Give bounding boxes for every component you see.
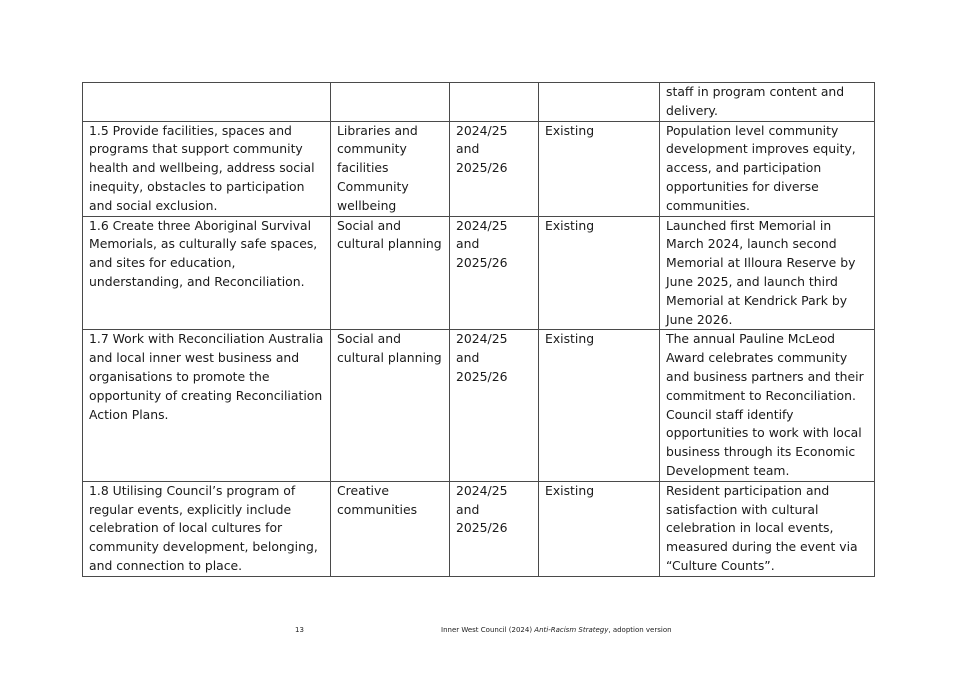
table-row: [83, 216, 875, 330]
measure-cell: The annual Pauline McLeod Award celebrates community and business partners and their commitment to Reconciliation. Council staff identify opportunities to work with local business through its Economic Development team.: [660, 330, 875, 481]
responsibility-cell: [331, 83, 450, 122]
measure-cell: staff in program content and delivery.: [660, 83, 875, 122]
timeframe-cell: 2024/25 and 2025/26: [450, 330, 539, 481]
responsibility-cell: Libraries and community facilities Community wellbeing: [331, 121, 450, 216]
table-row: [83, 83, 875, 122]
resourcing-cell: [539, 83, 660, 122]
measure-cell: Launched first Memorial in March 2024, launch second Memorial at Illoura Reserve by June 2025, and launch third Memorial at Kendrick Park by June 2026.: [660, 216, 875, 330]
table-row: [83, 330, 875, 481]
timeframe-cell: 2024/25 and 2025/26: [450, 481, 539, 576]
timeframe-cell: 2024/25 and 2025/26: [450, 216, 539, 330]
timeframe-cell: [450, 83, 539, 122]
action-cell: 1.7 Work with Reconciliation Australia and local inner west business and organisations to promote the opportunity of creating Reconciliation Action Plans.: [83, 330, 331, 481]
table-row: [83, 481, 875, 576]
resourcing-cell: Existing: [539, 216, 660, 330]
measure-cell: Population level community development improves equity, access, and participation opportunities for diverse communities.: [660, 121, 875, 216]
page-number: 13: [295, 626, 304, 634]
action-cell: 1.6 Create three Aboriginal Survival Memorials, as culturally safe spaces, and sites for education, understanding, and Reconciliation.: [83, 216, 331, 330]
resourcing-cell: Existing: [539, 481, 660, 576]
responsibility-cell: Social and cultural planning: [331, 216, 450, 330]
citation-title: Anti-Racism Strategy: [534, 626, 609, 634]
measure-cell: Resident participation and satisfaction with cultural celebration in local events, measured during the event via “Culture Counts”.: [660, 481, 875, 576]
action-cell: [83, 83, 331, 122]
timeframe-cell: 2024/25 and 2025/26: [450, 121, 539, 216]
responsibility-cell: Creative communities: [331, 481, 450, 576]
footer-citation: [441, 626, 672, 634]
citation-suffix: , adoption version: [608, 626, 672, 634]
action-cell: 1.8 Utilising Council’s program of regular events, explicitly include celebration of local cultures for community development, belonging, and connection to place.: [83, 481, 331, 576]
resourcing-cell: Existing: [539, 121, 660, 216]
resourcing-cell: Existing: [539, 330, 660, 481]
strategy-action-table: [82, 82, 875, 577]
table-row: [83, 121, 875, 216]
action-cell: 1.5 Provide facilities, spaces and programs that support community health and wellbeing, address social inequity, obstacles to participation and social exclusion.: [83, 121, 331, 216]
responsibility-cell: Social and cultural planning: [331, 330, 450, 481]
citation-prefix: Inner West Council (2024): [441, 626, 535, 634]
